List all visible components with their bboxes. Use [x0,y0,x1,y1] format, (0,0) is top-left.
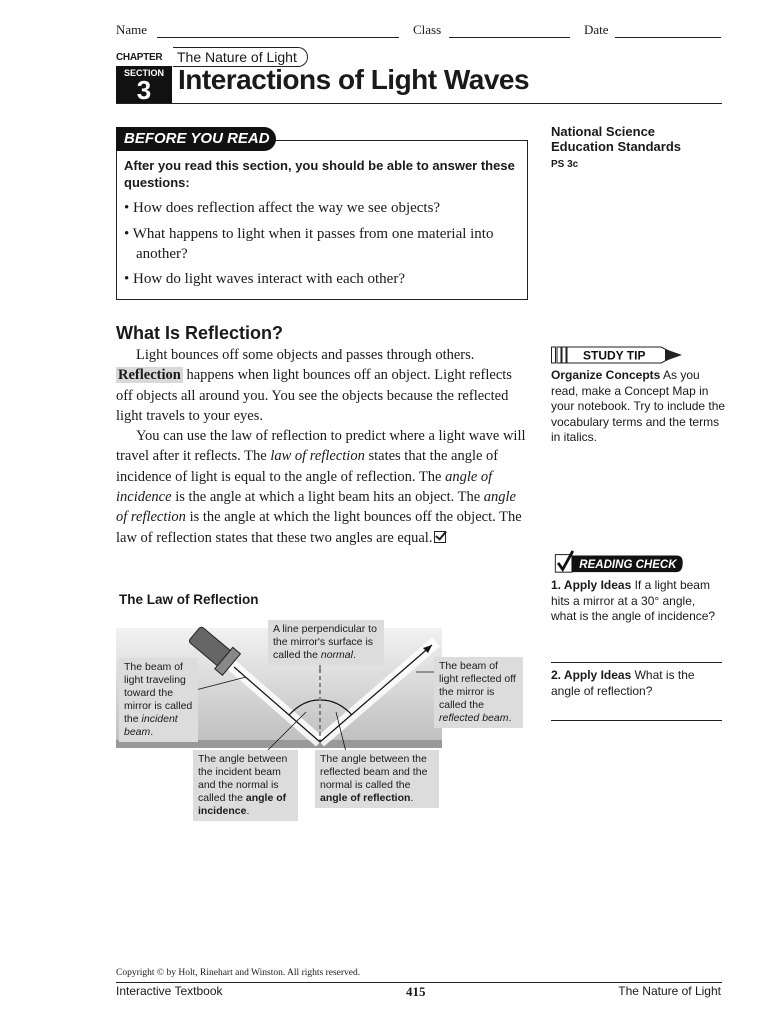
answer-line-2[interactable] [551,720,722,721]
date-field[interactable] [615,37,721,38]
study-tip-banner [551,346,687,364]
footer-right: The Nature of Light [618,984,721,998]
before-you-read-intro: After you read this section, you should be able to answer these questions: [124,158,515,190]
angle-of-reflection-callout: The angle between the reflected beam and the normal is called the angle of reflection. [315,750,439,808]
before-you-read-question: • What happens to light when it passes from one material into another? [124,226,494,262]
chapter-label: CHAPTER [116,50,172,66]
section-heading: What Is Reflection? [116,323,284,343]
page-number: 415 [406,984,426,999]
date-label: Date [584,22,609,37]
angle-of-incidence-callout: The angle between the incident beam and the normal is called the angle of incidence. [193,750,298,821]
before-you-read-banner: BEFORE YOU READ [116,127,276,151]
section-number: 3 [136,75,152,105]
before-you-read-question: • How do light waves interact with each other? [124,271,405,287]
before-you-read-question: • How does reflection affect the way we see objects? [124,200,441,216]
chapter-title: The Nature of Light [173,47,308,67]
normal-callout: A line perpendicular to the mirror's surface is called the normal. [268,620,384,665]
name-label: Name [116,22,148,37]
footer-divider [116,982,722,983]
title-divider [116,103,722,104]
reading-check-question-2: 2. Apply Ideas What is the angle of reflection? [551,668,695,698]
standards-code: PS 3c [551,159,579,170]
checkmark-icon [434,531,446,543]
footer-left: Interactive Textbook [116,984,223,998]
copyright: Copyright © by Holt, Rinehart and Winston. All rights reserved. [116,968,361,978]
reading-check-question-1: 1. Apply Ideas If a light beam hits a mirror at a 30° angle, what is the angle of incidence? [551,578,716,623]
figure-title: The Law of Reflection [119,592,259,607]
reflected-beam-callout: The beam of light reflected off the mirror is called the reflected beam. [434,657,523,728]
answer-line-1[interactable] [551,662,722,663]
study-tip-text: Organize Concepts As you read, make a Concept Map in your notebook. Try to include the vocabulary terms and the terms in italics. [551,368,726,444]
class-field[interactable] [449,37,570,38]
standards-title: National Science Education Standards [551,124,682,154]
paragraph: Light bounces off some objects and passes through others. Reflection happens when light bounces off an object. Light reflects off objects all around you. You see the objects because the reflected light travels to your eyes. [116,347,512,424]
section-label: SECTION [123,68,164,78]
incident-beam-callout: The beam of light traveling toward the mirror is called the incident beam. [119,658,198,742]
vocab-term: Reflection [118,367,181,384]
section-badge [116,66,172,104]
paragraph: You can use the law of reflection to predict where a light wave will travel after it reflects. The law of reflection states that the angle of incidence of light is equal to the angle of reflection. The angle of incidence is the angle at which a light beam hits an object. The angle of reflection is the angle at which the light bounces off the object. The law of reflection states that these two angles are equal. [116,428,526,546]
name-field[interactable] [157,37,399,38]
reading-check-banner [551,550,687,574]
reflection-text [116,345,526,548]
reading-check-label: READING CHECK [579,559,677,571]
class-label: Class [413,22,442,37]
page-title: Interactions of Light Waves [178,64,530,95]
study-tip-label: STUDY TIP [583,348,646,363]
